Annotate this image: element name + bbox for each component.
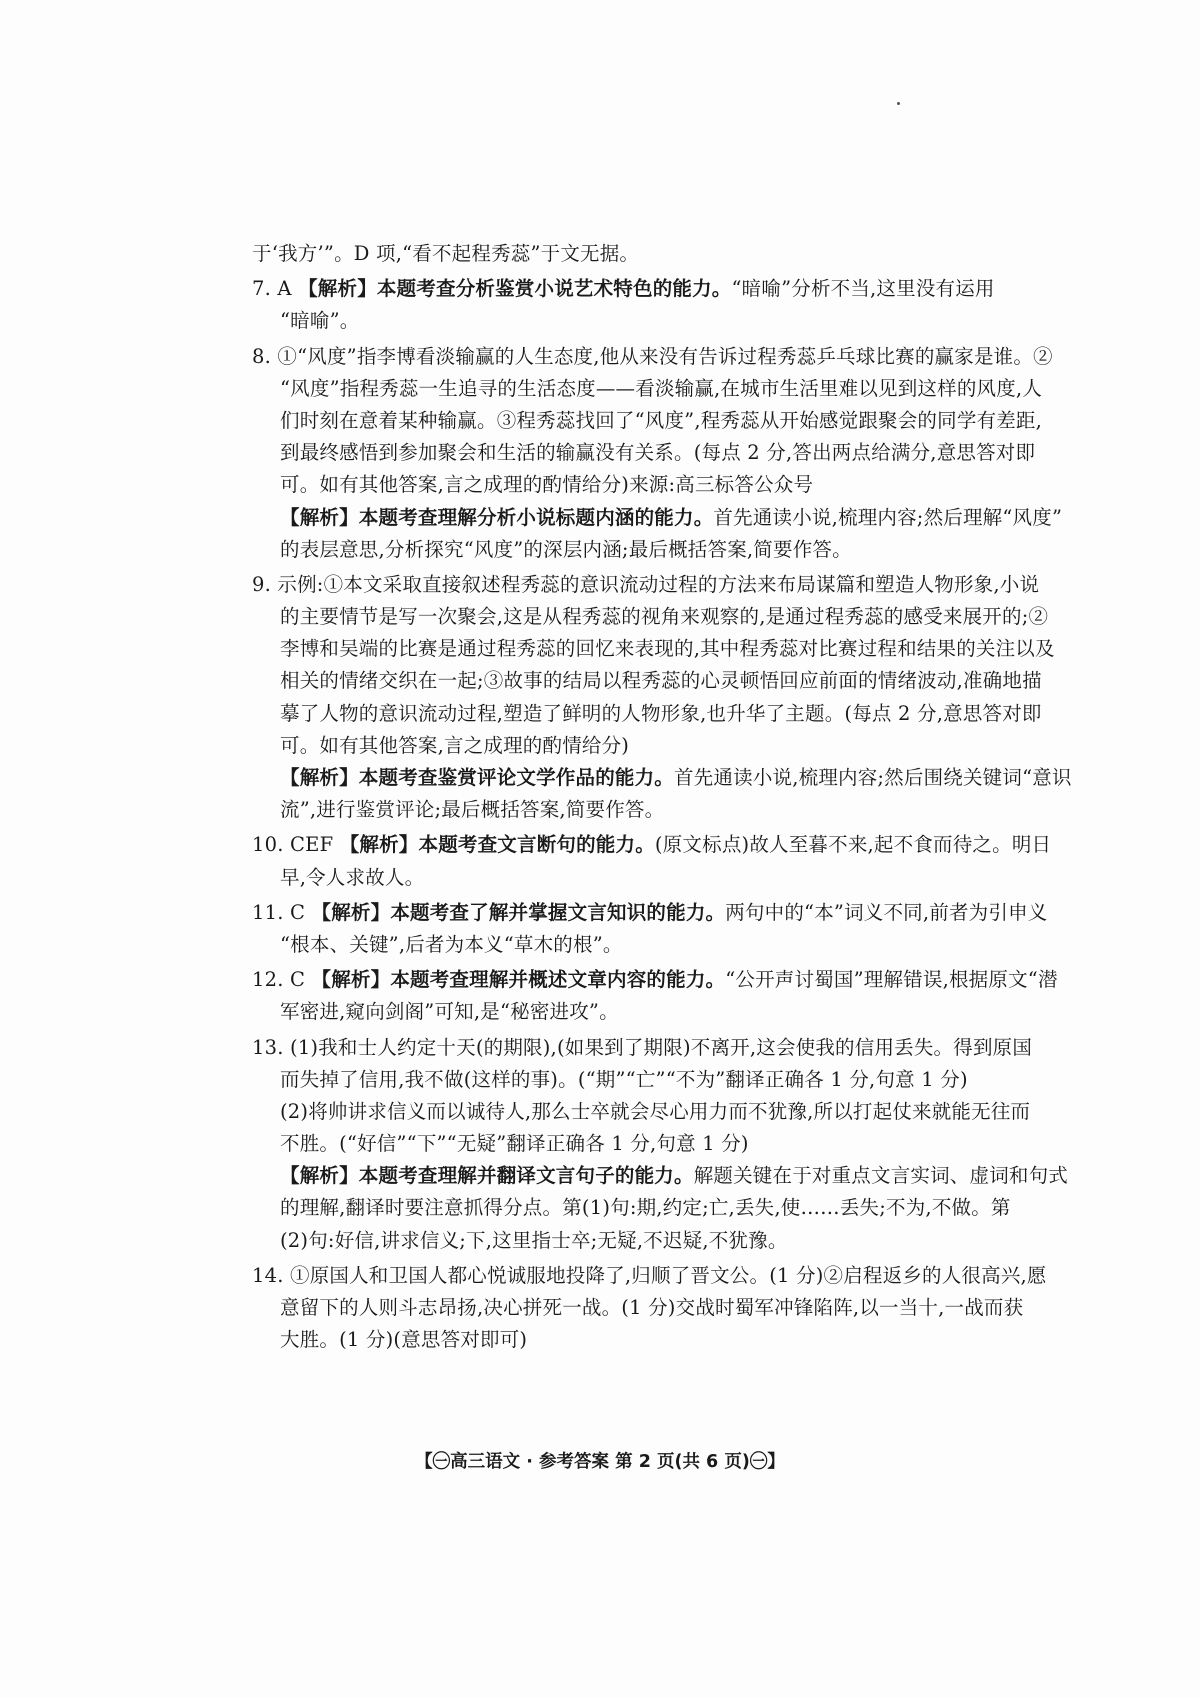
- text-run: 流”,进行鉴赏评论;最后概括答案,简要作答。: [280, 798, 665, 822]
- text-line-q8f: [252, 502, 1063, 534]
- text-run: 意留下的人则斗志昂扬,决心拼死一战。(1 分)交战时蜀军冲锋陷阵,以一当十,一战而获: [280, 1296, 1024, 1319]
- text-run: 相关的情绪交织在一起;③故事的结局以程秀蕊的心灵顿悟回应前面的情绪波动,准确地描: [280, 669, 1042, 693]
- text-line-q7a: [252, 273, 1052, 305]
- text-run: 们时刻在意着某种输赢。③程秀蕊找回了“风度”,程秀蕊从开始感觉跟聚会的同学有差距,: [280, 408, 1043, 432]
- answer-text-body: [252, 238, 1072, 1356]
- text-run: 首先通读小说,梳理内容;然后围绕关键词“意识: [674, 766, 1072, 789]
- analysis-label: 【解析】本题考查文言断句的能力。: [339, 833, 655, 857]
- text-run: 可。如有其他答案,言之成理的酌情给分): [280, 733, 630, 757]
- text-line-q12a: [252, 964, 1058, 996]
- text-run: 可。如有其他答案,言之成理的酌情给分)来源:高三标答公众号: [280, 473, 814, 497]
- text-line-q13b: [252, 1064, 1052, 1096]
- analysis-label: 【解析】本题考查了解并掌握文言知识的能力。: [311, 900, 726, 924]
- text-line-q9a: [252, 569, 1052, 601]
- text-run: 大胜。(1 分)(意思答对即可): [280, 1328, 528, 1352]
- text-line-q9g: [252, 762, 1072, 794]
- text-line-q10a: [252, 829, 1052, 861]
- text-run: “风度”指程秀蕊一生追寻的生活态度——看淡输赢,在城市生活里难以见到这样的风度,人: [280, 376, 1043, 400]
- text-run: 的表层意思,分析探究“风度”的深层内涵;最后概括答案,简要作答。: [280, 537, 852, 561]
- text-run: (2)将帅讲求信义而以诚待人,那么士卒就会尽心用力而不犹豫,所以打起仗来就能无往而: [280, 1099, 1031, 1123]
- analysis-label: 【解析】本题考查分析鉴赏小说艺术特色的能力。: [298, 277, 732, 301]
- text-line-q14c: [252, 1324, 1052, 1356]
- text-line-q9h: [252, 794, 1052, 826]
- analysis-label: 【解析】本题考查鉴赏评论文学作品的能力。: [280, 766, 675, 789]
- text-run: “暗喻”。: [280, 309, 360, 333]
- text-run: 的主要情节是写一次聚会,这是从程秀蕊的视角来观察的,是通过程秀蕊的感受来展开的;②: [280, 605, 1049, 629]
- text-line-q9d: [252, 665, 1052, 697]
- text-line-q13d: [252, 1128, 1052, 1160]
- text-line-q11a: [252, 897, 1052, 929]
- text-run: 摹了人物的意识流动过程,塑造了鲜明的人物形象,也升华了主题。(每点 2 分,意思答对即: [280, 701, 1042, 725]
- text-run: 7. A: [252, 277, 299, 301]
- text-line-q13g: [252, 1225, 1052, 1257]
- text-run: 10. CEF: [252, 833, 340, 857]
- text-line-q13a: [252, 1032, 1052, 1064]
- text-line-q12b: [252, 996, 1052, 1028]
- text-run: 13. (1)我和士人约定十天(的期限),(如果到了期限)不离开,这会使我的信用丢失。得到原国: [252, 1035, 1033, 1059]
- scan-speck: [897, 102, 900, 105]
- text-line-q14a: [252, 1260, 1052, 1292]
- text-run: “公开声讨蜀国”理解错误,根据原文“潜: [725, 968, 1058, 992]
- text-run: 两句中的“本”词义不同,前者为引申义: [725, 900, 1048, 924]
- text-run: 于‘我方’”。D 项,“看不起程秀蕊”于文无据。: [252, 242, 640, 265]
- page-footer: 【㊀高三语文 · 参考答案 第 2 页(共 6 页)㊀】: [415, 1452, 785, 1472]
- text-line-q8a: [252, 341, 1052, 373]
- text-line-q8b: [252, 373, 1052, 405]
- text-run: (原文标点)故人至暮不来,起不食而待之。明日: [654, 833, 1052, 857]
- text-run: 首先通读小说,梳理内容;然后理解“风度”: [713, 505, 1063, 529]
- text-run: 军密进,窥向剑阁”可知,是“秘密进攻”。: [280, 1000, 619, 1024]
- text-run: 12. C: [252, 968, 312, 992]
- text-run: 李博和吴端的比赛是通过程秀蕊的回忆来表现的,其中程秀蕊对比赛过程和结果的关注以及: [280, 637, 1055, 661]
- text-line-q13f: [252, 1192, 1052, 1224]
- text-line-q9f: [252, 730, 1052, 762]
- analysis-label: 【解析】本题考查理解并概述文章内容的能力。: [311, 968, 726, 992]
- analysis-label: 【解析】本题考查理解并翻译文言句子的能力。: [280, 1164, 694, 1188]
- text-line-q9e: [252, 698, 1052, 730]
- text-run: 8. ①“风度”指李博看淡输赢的人生态度,他从来没有告诉过程秀蕊乒乓球比赛的赢家是谁。②: [252, 344, 1053, 368]
- text-line-p1: [252, 238, 1052, 270]
- text-line-q13c: [252, 1096, 1052, 1128]
- analysis-label: 【解析】本题考查理解分析小说标题内涵的能力。: [280, 505, 714, 529]
- text-run: 到最终感悟到参加聚会和生活的输赢没有关系。(每点 2 分,答出两点给满分,意思答对即: [280, 441, 1036, 465]
- text-line-q8c: [252, 405, 1052, 437]
- text-run: 解题关键在于对重点文言实词、虚词和句式: [693, 1164, 1069, 1188]
- text-line-q9b: [252, 601, 1052, 633]
- text-line-q14b: [252, 1292, 1052, 1324]
- text-run: “根本、关键”,后者为本义“草木的根”。: [280, 932, 623, 956]
- text-run: 14. ①原国人和卫国人都心悦诚服地投降了,归顺了晋文公。(1 分)②启程返乡的人很高兴,愿: [252, 1263, 1047, 1287]
- text-line-q13e: [252, 1160, 1069, 1192]
- text-run: 不胜。(“好信”“下”“无疑”翻译正确各 1 分,句意 1 分): [280, 1132, 749, 1156]
- text-line-q8d: [252, 437, 1052, 469]
- text-line-q9c: [252, 633, 1055, 665]
- text-line-q8g: [252, 534, 1052, 566]
- text-run: 的理解,翻译时要注意抓得分点。第(1)句:期,约定;亡,丢失,使……丢失;不为,不做。第: [280, 1196, 1011, 1220]
- text-run: 11. C: [252, 900, 312, 924]
- text-run: 而失掉了信用,我不做(这样的事)。(“期”“亡”“不为”翻译正确各 1 分,句意 1 分): [280, 1067, 968, 1091]
- text-run: 早,令人求故人。: [280, 865, 425, 889]
- text-line-q10b: [252, 862, 1052, 894]
- text-run: “暗喻”分析不当,这里没有运用: [731, 277, 995, 301]
- text-line-q11b: [252, 929, 1052, 961]
- text-run: (2)句:好信,讲求信义;下,这里指士卒;无疑,不迟疑,不犹豫。: [280, 1228, 788, 1252]
- text-line-q7b: [252, 305, 1052, 337]
- text-line-q8e: [252, 469, 1052, 501]
- text-run: 9. 示例:①本文采取直接叙述程秀蕊的意识流动过程的方法来布局谋篇和塑造人物形象,小说: [252, 572, 1040, 596]
